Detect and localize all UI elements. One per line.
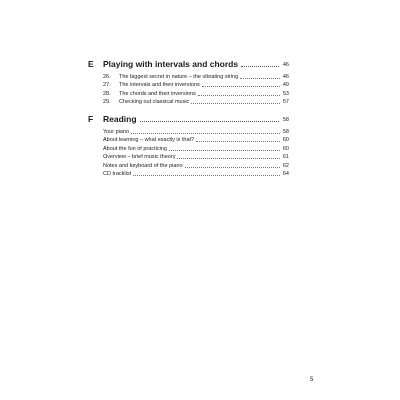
toc-entry [103,161,289,170]
entry-page-number: 57 [282,99,289,105]
toc-entry [103,153,289,162]
entry-number: 29. [103,99,111,105]
entry-page-number: 46 [282,73,289,80]
toc-entry [103,170,289,179]
entry-title: About the fun of practicing [103,145,167,152]
section-heading [88,57,289,69]
dot-leader [202,86,280,87]
dot-leader [131,133,280,134]
section-title-row [103,59,289,69]
page-folio-number: 5 [310,377,314,383]
section-title: Reading [103,114,137,124]
dot-leader [185,167,280,168]
dot-leader [169,150,280,151]
entry-title: CD tracklist [103,171,132,177]
toc-entries [88,127,289,178]
entry-page-number: 62 [282,162,289,169]
toc-entry [103,89,289,98]
entry-title: Checking out classical music [119,99,190,105]
section-letter: E [88,59,94,69]
section-title-row [103,114,289,124]
entry-page-number: 60 [282,145,289,152]
section-letter: F [88,114,94,124]
entry-title: The biggest secret in nature – the vibrating string [119,73,239,80]
section-page-number: 58 [282,117,289,123]
entry-page-number: 49 [282,82,289,88]
section-page-number: 46 [282,62,289,68]
toc-entry [103,127,289,136]
entry-number: 26. [103,73,111,80]
dot-leader [198,95,280,96]
entry-page-number: 60 [282,137,289,143]
toc-entry [103,81,289,90]
entry-number: 28. [103,90,111,97]
dot-leader [196,141,280,142]
entry-title: Your piano [103,128,130,135]
toc-entries [88,72,289,106]
toc-entry [103,144,289,153]
entry-page-number: 61 [282,154,289,160]
entry-title: The intervals and their inversions [119,82,200,88]
entry-title: About learning – what exactly is that? [103,137,195,143]
entry-title: The chords and their inversions [119,90,196,97]
entry-page-number: 53 [282,90,289,97]
entry-number: 27. [103,82,111,88]
section-heading [88,112,289,124]
dot-leader [140,121,279,122]
toc-entry [103,136,289,145]
dot-leader [133,175,280,176]
dot-leader [240,78,280,79]
section-title: Playing with intervals and chords [103,59,239,69]
entry-page-number: 64 [282,171,289,177]
toc-section-f [88,112,289,178]
toc-section-e [88,57,289,106]
dot-leader [177,158,280,159]
entry-title: Overview – brief music theory [103,154,176,160]
toc-entry [103,98,289,107]
entry-title: Notes and keyboard of the piano [103,162,183,169]
toc-entry [103,72,289,81]
dot-leader [191,103,280,104]
entry-page-number: 58 [282,128,289,135]
dot-leader [241,66,279,67]
